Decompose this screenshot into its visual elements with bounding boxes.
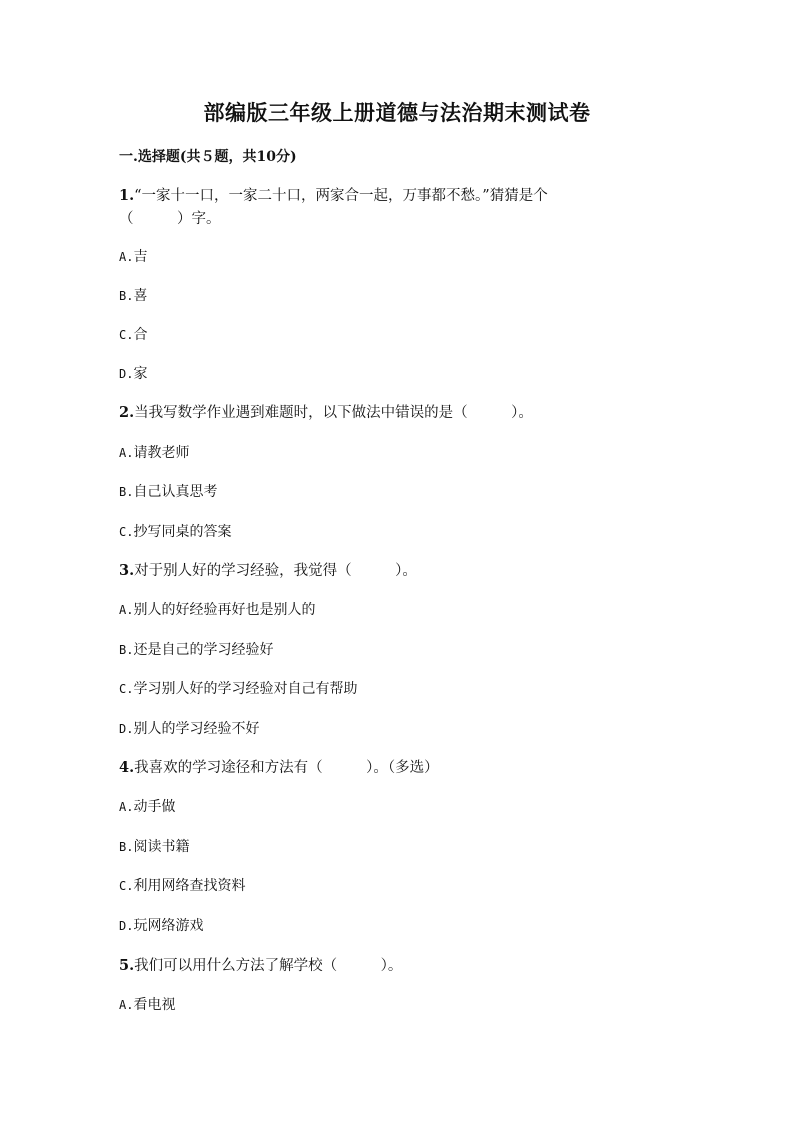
question-4-option-d [119,916,203,936]
question-text: 我喜欢的学习途径和方法有（ ）。（多选） [134,760,439,776]
option-letter: C. [119,879,134,893]
option-text: 别人的好经验再好也是别人的 [133,602,316,618]
question-text: 我们可以用什么方法了解学校（ ）。 [134,958,403,974]
option-letter: A. [119,800,134,814]
option-letter: B. [119,485,134,499]
option-text: 自己认真思考 [133,484,218,500]
page-title: 部编版三年级上册道德与法治期末测试卷 [203,100,591,125]
question-2-option-b [119,482,217,502]
option-letter: A. [119,998,134,1012]
option-letter: A. [119,446,134,460]
question-text: 当我写数学作业遇到难题时，以下做法中错误的是（ ）。 [134,405,533,421]
option-letter: B. [119,840,134,854]
option-letter: B. [119,289,134,303]
option-text: 看电视 [133,997,176,1013]
option-letter: C. [119,328,134,342]
option-text: 动手做 [133,799,176,815]
section-heading: 一.选择题(共５题，共10分) [119,149,297,165]
question-2-option-a [119,443,189,463]
question-number: 4. [119,759,135,776]
question-1-option-d [119,364,147,384]
question-3-option-c [119,679,357,699]
question-3-option-b [119,640,273,660]
question-3-option-a [119,600,315,620]
option-letter: C. [119,682,134,696]
option-text: 抄写同桌的答案 [133,524,232,540]
question-3-option-d [119,719,259,739]
question-4-stem [119,756,639,780]
option-text: 家 [133,366,148,382]
question-number: 1. [119,187,135,204]
question-1-option-a [119,247,147,267]
question-text: “一家十一口，一家二十口，两家合一起，万事都不愁。”猜猜是个 [134,188,548,204]
option-letter: C. [119,525,134,539]
option-text: 请教老师 [133,445,190,461]
question-number: 3. [119,562,135,579]
option-text: 玩网络游戏 [133,918,204,934]
question-text: 对于别人好的学习经验，我觉得（ ）。 [134,563,417,579]
question-1-option-c [119,325,147,345]
question-1-stem [119,184,639,231]
question-number: 5. [119,957,135,974]
question-4-option-a [119,797,175,817]
question-5-option-a [119,995,175,1015]
option-text: 吉 [133,249,148,265]
option-letter: A. [119,603,134,617]
question-4-option-b [119,837,189,857]
question-2-option-c [119,522,231,542]
question-4-option-c [119,876,245,896]
option-text: 阅读书籍 [133,839,190,855]
question-text-continued: （ ）字。 [119,211,221,227]
question-1-option-b [119,286,147,306]
question-2-stem [119,401,639,425]
option-letter: B. [119,643,134,657]
option-letter: D. [119,722,134,736]
option-text: 学习别人好的学习经验对自己有帮助 [133,681,358,697]
option-text: 还是自己的学习经验好 [133,642,274,658]
question-3-stem [119,559,639,583]
option-text: 合 [133,327,148,343]
option-text: 别人的学习经验不好 [133,721,260,737]
option-text: 利用网络查找资料 [133,878,246,894]
question-5-stem [119,954,639,978]
option-text: 喜 [133,288,148,304]
option-letter: D. [119,919,134,933]
option-letter: A. [119,250,134,264]
question-number: 2. [119,404,135,421]
option-letter: D. [119,367,134,381]
